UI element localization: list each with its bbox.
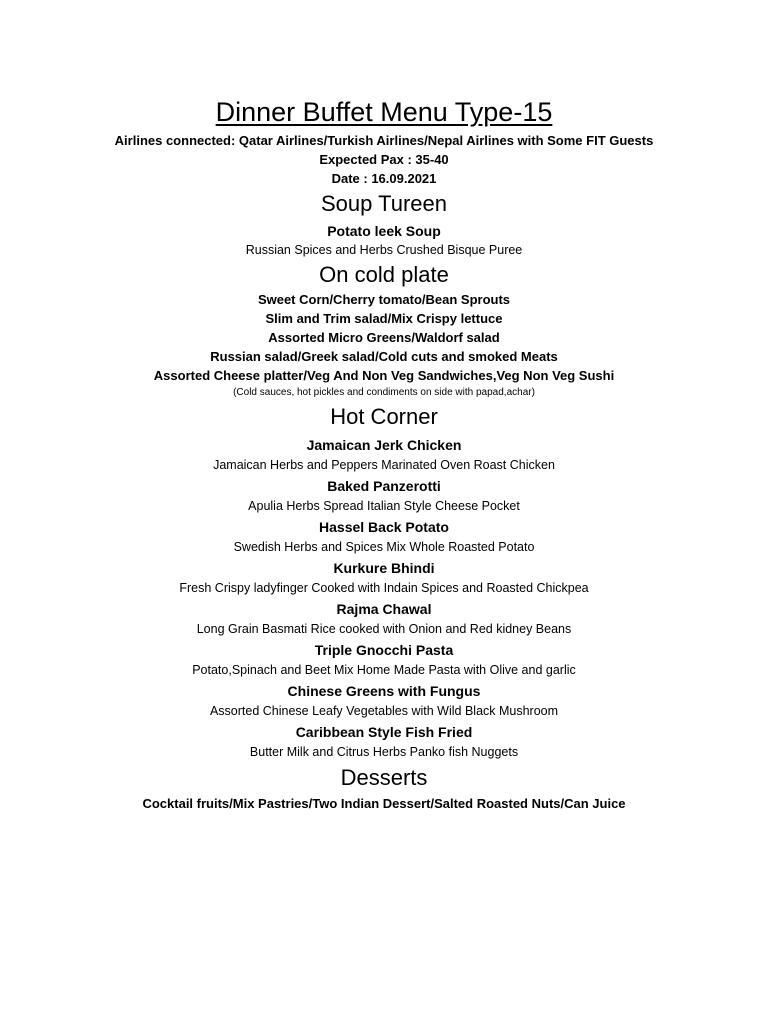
hot-item-title: Rajma Chawal: [336, 601, 432, 617]
hot-item-title: Jamaican Jerk Chicken: [306, 437, 462, 453]
hot-item-desc: Apulia Herbs Spread Italian Style Cheese Pocket: [248, 499, 520, 513]
hot-item-title: Baked Panzerotti: [327, 478, 441, 494]
hot-item-title: Caribbean Style Fish Fried: [295, 724, 473, 740]
section-heading-desserts: Desserts: [340, 765, 428, 790]
hot-item-desc: Potato,Spinach and Beet Mix Home Made Pasta with Olive and garlic: [192, 663, 576, 677]
hot-item-desc: Assorted Chinese Leafy Vegetables with Wild Black Mushroom: [209, 704, 559, 718]
hot-item-desc: Fresh Crispy ladyfinger Cooked with Indain Spices and Roasted Chickpea: [179, 581, 589, 595]
cold-item: Assorted Micro Greens/Waldorf salad: [268, 330, 500, 345]
section-heading-cold: On cold plate: [319, 262, 449, 287]
hot-item-desc: Swedish Herbs and Spices Mix Whole Roasted Potato: [233, 540, 535, 554]
hot-item-title: Triple Gnocchi Pasta: [314, 642, 454, 658]
cold-item: Russian salad/Greek salad/Cold cuts and smoked Meats: [210, 349, 558, 364]
hot-item-title: Kurkure Bhindi: [333, 560, 435, 576]
desserts-items: Cocktail fruits/Mix Pastries/Two Indian Dessert/Salted Roasted Nuts/Can Juice: [142, 796, 626, 811]
cold-item: Assorted Cheese platter/Veg And Non Veg Sandwiches,Veg Non Veg Sushi: [153, 368, 615, 383]
hot-item-desc: Long Grain Basmati Rice cooked with Onion and Red kidney Beans: [196, 622, 572, 636]
page-title: Dinner Buffet Menu Type-15: [215, 97, 553, 127]
soup-item-desc: Russian Spices and Herbs Crushed Bisque Puree: [245, 243, 523, 257]
hot-item-title: Hassel Back Potato: [319, 519, 449, 535]
expected-pax: Expected Pax : 35-40: [319, 152, 449, 167]
section-heading-hot: Hot Corner: [330, 404, 438, 429]
cold-item: Sweet Corn/Cherry tomato/Bean Sprouts: [257, 292, 511, 307]
hot-item-desc: Jamaican Herbs and Peppers Marinated Oven Roast Chicken: [213, 458, 555, 472]
soup-item-title: Potato leek Soup: [327, 223, 441, 239]
menu-date: Date : 16.09.2021: [331, 171, 437, 186]
cold-item: Slim and Trim salad/Mix Crispy lettuce: [265, 311, 503, 326]
hot-item-title: Chinese Greens with Fungus: [287, 683, 481, 699]
hot-item-desc: Butter Milk and Citrus Herbs Panko fish Nuggets: [249, 745, 519, 759]
airlines-connected: Airlines connected: Qatar Airlines/Turkish Airlines/Nepal Airlines with Some FIT Guests: [114, 133, 654, 148]
cold-note: (Cold sauces, hot pickles and condiments on side with papad,achar): [233, 387, 535, 398]
section-heading-soup: Soup Tureen: [321, 191, 447, 216]
